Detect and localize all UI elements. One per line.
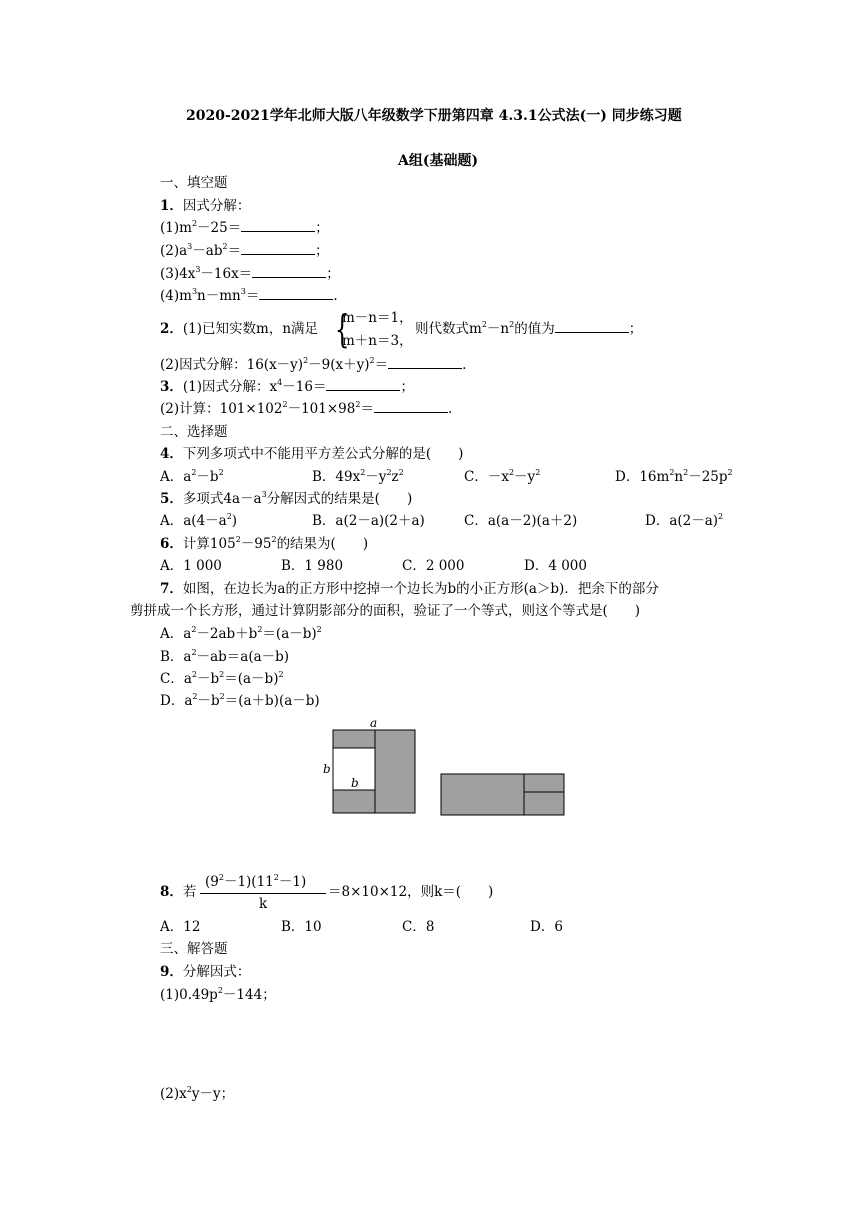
question-3-part-2: (2)计算：$101\times 102^2-101\times 98^2=$ . — [160, 400, 453, 417]
question-4: 4．下列多项式中不能用平方差公式分解的是( ) — [160, 446, 464, 462]
question-6: 6．计算$105^2-95^2$的结果为( ) — [160, 535, 369, 552]
rect-bottom-small — [524, 792, 564, 815]
question-2-part-2: (2)因式分解：$16(x-y)^2-9(x+y)^2=$ . — [160, 356, 467, 373]
system-equation-1: m－n＝1， — [342, 310, 413, 326]
system-equation-2: m＋n＝3， — [342, 333, 413, 349]
system-brace: { — [334, 307, 350, 351]
q6-option-c[interactable]: C．2 000 — [402, 558, 465, 574]
q8-option-b[interactable]: B．10 — [281, 919, 322, 935]
question-8-number: 8．若 — [160, 884, 197, 900]
group-heading: A组(基础题) — [398, 153, 479, 169]
q7-option-b[interactable]: B．$a^2-ab=a(a-b)$ — [160, 648, 290, 665]
fraction-denominator: k — [259, 896, 268, 912]
section-fill-blank: 一、填空题 — [160, 175, 228, 191]
section-multiple-choice: 二、选择题 — [160, 424, 228, 440]
q4-option-d[interactable]: D．$16m^2n^2-25p^2$ — [615, 468, 733, 485]
rearranged-rectangle — [441, 774, 564, 815]
q5-option-b[interactable]: B．a(2－a)(2＋a) — [312, 513, 425, 529]
rect-large-part — [441, 774, 524, 815]
shaded-top-strip — [333, 730, 375, 748]
q5-option-c[interactable]: C．a(a－2)(a＋2) — [464, 513, 578, 529]
section-solve: 三、解答题 — [160, 941, 228, 957]
fraction-numerator: $(9^2-1)(11^2-1)$ — [205, 873, 307, 890]
q4-option-a[interactable]: A．$a^2-b^2$ — [160, 468, 224, 485]
q8-option-a[interactable]: A．12 — [160, 919, 201, 935]
q8-option-c[interactable]: C．8 — [402, 919, 435, 935]
question-9-part-1: $(1)0.49p^2-144$； — [160, 986, 276, 1003]
question-1-part-4: $(4)m^3n-mn^3=$ . — [160, 287, 338, 304]
q7-option-a[interactable]: A．$a^2-2ab+b^2=(a-b)^2$ — [160, 625, 322, 642]
question-1-part-2: $(2)a^3-ab^2=$ ； — [160, 242, 329, 259]
fraction-bar — [200, 893, 326, 894]
label-b-left: b — [323, 762, 331, 776]
question-7-line-2: 剪拼成一个长方形，通过计算阴影部分的面积，验证了一个等式，则这个等式是( ) — [130, 603, 641, 619]
question-2-intro: 2．(1)已知实数m，n满足 — [160, 321, 319, 337]
question-9: 9．分解因式： — [160, 964, 251, 980]
q7-option-d[interactable]: D．$a^2-b^2=(a+b)(a-b)$ — [160, 692, 320, 709]
q7-option-c[interactable]: C．$a^2-b^2=(a-b)^2$ — [160, 670, 284, 687]
question-8-rest: ＝8×10×12，则k＝( ) — [328, 884, 494, 900]
q4-option-c[interactable]: C．$-x^2-y^2$ — [464, 468, 541, 485]
shaded-bottom-strip — [333, 790, 375, 813]
question-1: 1．因式分解： — [160, 198, 251, 214]
square-cutout-figure — [320, 715, 570, 820]
q6-option-b[interactable]: B．1 980 — [281, 558, 344, 574]
question-5: 5．多项式$4a-a^3$分解因式的结果是( ) — [160, 490, 413, 507]
question-1-part-1: $(1)m^2-25=$ ； — [160, 219, 329, 236]
question-9-part-2: $(2)x^2y-y$； — [160, 1085, 235, 1102]
question-7-line-1: 7．如图，在边长为a的正方形中挖掉一个边长为b的小正方形(a＞b)．把余下的部分 — [160, 581, 659, 597]
question-1-part-3: $(3)4x^3-16x=$ ； — [160, 265, 340, 282]
label-a: a — [370, 716, 378, 730]
q5-option-d[interactable]: D．$a(2-a)^2$ — [645, 512, 724, 529]
shaded-right-strip — [375, 730, 415, 813]
q4-option-b[interactable]: B．$49x^2-y^2z^2$ — [312, 468, 404, 485]
q5-option-a[interactable]: A．$a(4-a^2)$ — [160, 512, 238, 529]
q6-option-a[interactable]: A．1 000 — [160, 558, 222, 574]
label-b-bottom: b — [351, 776, 359, 790]
rect-top-small — [524, 774, 564, 792]
q8-option-d[interactable]: D．6 — [530, 919, 563, 935]
left-square — [323, 716, 415, 813]
question-2-part-1-answer: 则代数式$m^2-n^2$的值为 ； — [415, 320, 643, 337]
q6-option-d[interactable]: D．4 000 — [524, 558, 587, 574]
page-title: 2020-2021学年北师大版八年级数学下册第四章 4.3.1公式法(一) 同步练习题 — [186, 108, 682, 124]
question-3-part-1: 3．(1)因式分解：$x^4-16=$ ； — [160, 378, 414, 395]
